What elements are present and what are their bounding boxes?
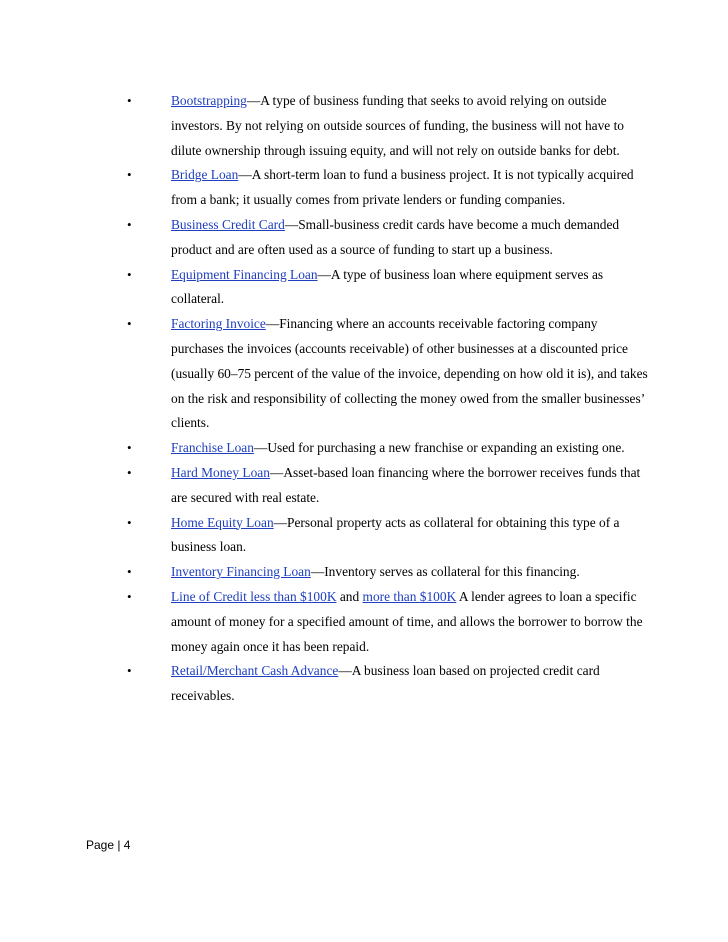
term-link-hard-money-loan[interactable]: Hard Money Loan: [171, 464, 270, 480]
term-description: —Inventory serves as collateral for this financing.: [310, 564, 580, 580]
term-description: A lender agrees to loan a specific amount of money for a specified amount of time, and allows the borrower to borrow the money again once it has been repaid.: [171, 588, 643, 654]
term-link-franchise-loan[interactable]: Franchise Loan: [171, 440, 254, 456]
list-item: [0, 511, 728, 561]
funding-terms-list: [0, 89, 728, 709]
bullet-icon: •: [127, 588, 132, 604]
bullet-icon: •: [127, 167, 132, 183]
list-item: [0, 436, 728, 461]
term-description: —Financing where an accounts receivable factoring company purchases the invoices (accounts receivable) of other businesses at a discounted price (usually 60–75 percent of the value of the invoice, depending on how old it is), and takes on the risk and responsibility of collecting the money owed from the smaller businesses’ clients.: [171, 316, 648, 431]
bullet-icon: •: [127, 663, 132, 679]
term-link-line-of-credit-more[interactable]: more than $100K: [362, 588, 457, 604]
term-description: —Used for purchasing a new franchise or expanding an existing one.: [253, 440, 625, 456]
bullet-icon: •: [127, 266, 132, 282]
term-link-business-credit-card[interactable]: Business Credit Card: [171, 216, 285, 232]
term-link-bridge-loan[interactable]: Bridge Loan: [171, 167, 239, 183]
term-link-bootstrapping[interactable]: Bootstrapping: [171, 93, 247, 108]
list-item: [0, 163, 728, 213]
list-item: [0, 312, 728, 436]
term-description: —Small-business credit cards have become a much demanded product and are often used as a source of funding to start up a business.: [171, 216, 620, 257]
term-description: —Asset-based loan financing where the borrower receives funds that are secured with real estate.: [171, 464, 641, 505]
bullet-icon: •: [127, 216, 132, 232]
bullet-icon: •: [127, 440, 132, 456]
term-link-inventory-financing-loan[interactable]: Inventory Financing Loan: [171, 564, 311, 580]
term-connector: and: [336, 588, 363, 604]
bullet-icon: •: [127, 93, 132, 108]
bullet-icon: •: [127, 514, 132, 530]
term-link-retail-merchant-cash-advance[interactable]: Retail/Merchant Cash Advance: [171, 663, 339, 679]
term-description: —A short-term loan to fund a business project. It is not typically acquired from a bank; it usually comes from private lenders or funding companies.: [171, 167, 634, 208]
term-link-factoring-invoice[interactable]: Factoring Invoice: [171, 316, 266, 332]
bullet-icon: •: [127, 316, 132, 332]
term-description: —A type of business loan where equipment serves as collateral.: [171, 266, 604, 307]
term-link-home-equity-loan[interactable]: Home Equity Loan: [171, 514, 274, 530]
term-description: —A type of business funding that seeks to avoid relying on outside investors. By not relying on outside sources of funding, the business will not have to dilute ownership through issuing equity, and will not rely on outside banks for debt.: [171, 93, 624, 158]
list-item: [0, 213, 728, 263]
term-description: —Personal property acts as collateral for obtaining this type of a business loan.: [171, 514, 620, 555]
term-description: —A business loan based on projected credit card receivables.: [171, 663, 600, 704]
term-link-equipment-financing-loan[interactable]: Equipment Financing Loan: [171, 266, 318, 282]
list-item: [0, 461, 728, 511]
bullet-icon: •: [127, 564, 132, 580]
page-number-footer: Page | 4: [86, 838, 131, 852]
list-item: [0, 659, 728, 709]
list-item: [0, 585, 728, 659]
bullet-icon: •: [127, 464, 132, 480]
list-item: [0, 89, 728, 163]
list-item: [0, 263, 728, 313]
term-link-line-of-credit-less[interactable]: Line of Credit less than $100K: [171, 588, 337, 604]
list-item: [0, 560, 728, 585]
